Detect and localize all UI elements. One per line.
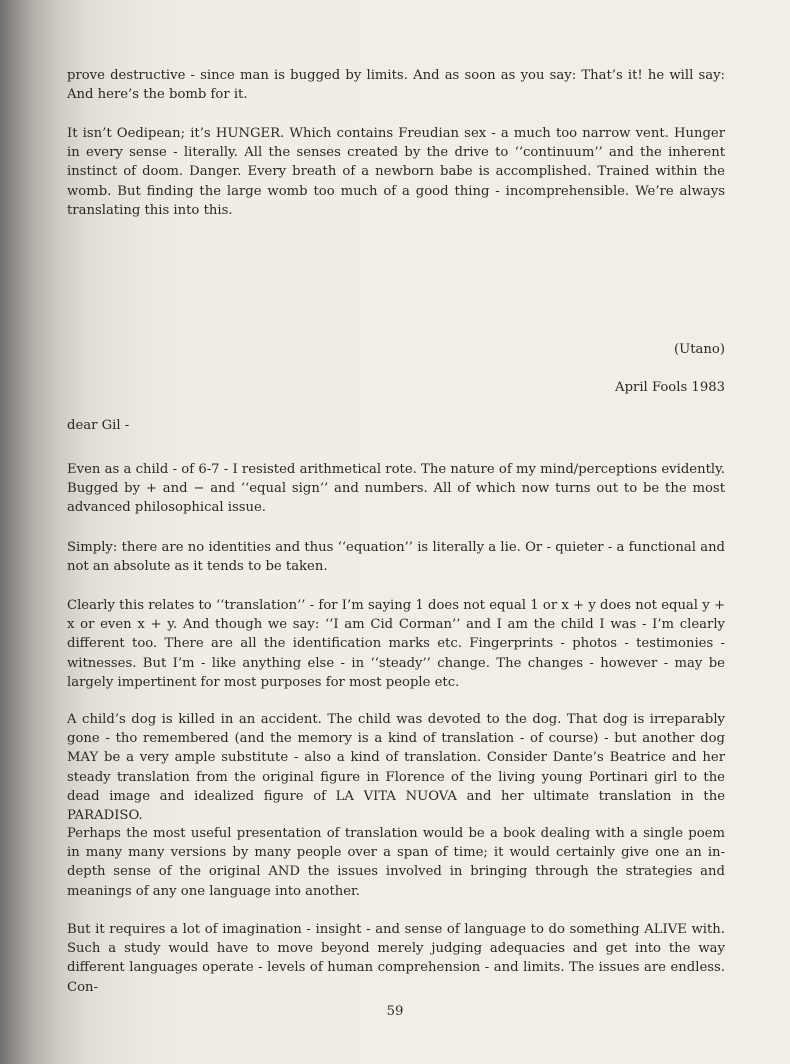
paragraph-4: Simply: there are no identities and thus ‘‘equation’’ is literally a lie. Or - quieter - a functional and not an absolute as it tends to be taken. [67,540,725,575]
paragraph-1: prove destructive - since man is bugged by limits. And as soon as you say: That’s it! he will say: And here’s the bomb for it. [67,68,725,103]
paragraph-7: Perhaps the most useful presentation of translation would be a book dealing with a single poem in many many versions by many people over a span of time; it would certainly give one an in-depth sense of the original AND the issues involved in bringing through the strategies and meanings of any one language into another. [67,826,725,899]
paragraph-2: It isn’t Oedipean; it’s HUNGER. Which contains Freudian sex - a much too narrow vent. Hunger in every sense - literally. All the senses created by the drive to ‘‘continuum’’ and the inherent instinct of doom. Danger. Every breath of a newborn babe is accomplished. Trained within the womb. But finding the large womb too much of a good thing - incomprehensible. We’re always translating this into this. [67,126,725,218]
date-line: April Fools 1983 [615,380,725,395]
paragraph-3: Even as a child - of 6-7 - I resisted arithmetical rote. The nature of my mind/perceptions evidently. Bugged by + and − and ‘‘equal sign’’ and numbers. All of which now turns out to be the most advanced philosophical issue. [67,462,725,516]
page-number: 59 [386,1004,404,1019]
salutation: dear Gil - [67,418,130,433]
paragraph-8: But it requires a lot of imagination - insight - and sense of language to do something ALIVE with. Such a study would have to move beyond merely judging adequacies and get into the way different languages operate - levels of human comprehension - and limits. The issues are endless. Con- [67,922,725,995]
place-line: (Utano) [674,342,725,357]
paragraph-6: A child’s dog is killed in an accident. The child was devoted to the dog. That dog is irreparably gone - tho remembered (and the memory is a kind of translation - of course) - but another dog MAY be a very ample substitute - also a kind of translation. Consider Dante’s Beatrice and her steady translation from the original figure in Florence of the living young Portinari girl to the dead image and idealized figure of LA VITA NUOVA and her ultimate translation in the PARADISO. [67,712,725,824]
paragraph-5: Clearly this relates to ‘‘translation’’ - for I’m saying 1 does not equal 1 or x + y does not equal y + x or even x + y. And though we say: ‘‘I am Cid Corman’’ and I am the child I was - I’m clearly different too. There are all the identification marks etc. Fingerprints - photos - testimonies - witnesses. But I’m - like anything else - in ‘‘steady’’ change. The changes - however - may be largely impertinent for most purposes for most people etc. [67,598,725,690]
